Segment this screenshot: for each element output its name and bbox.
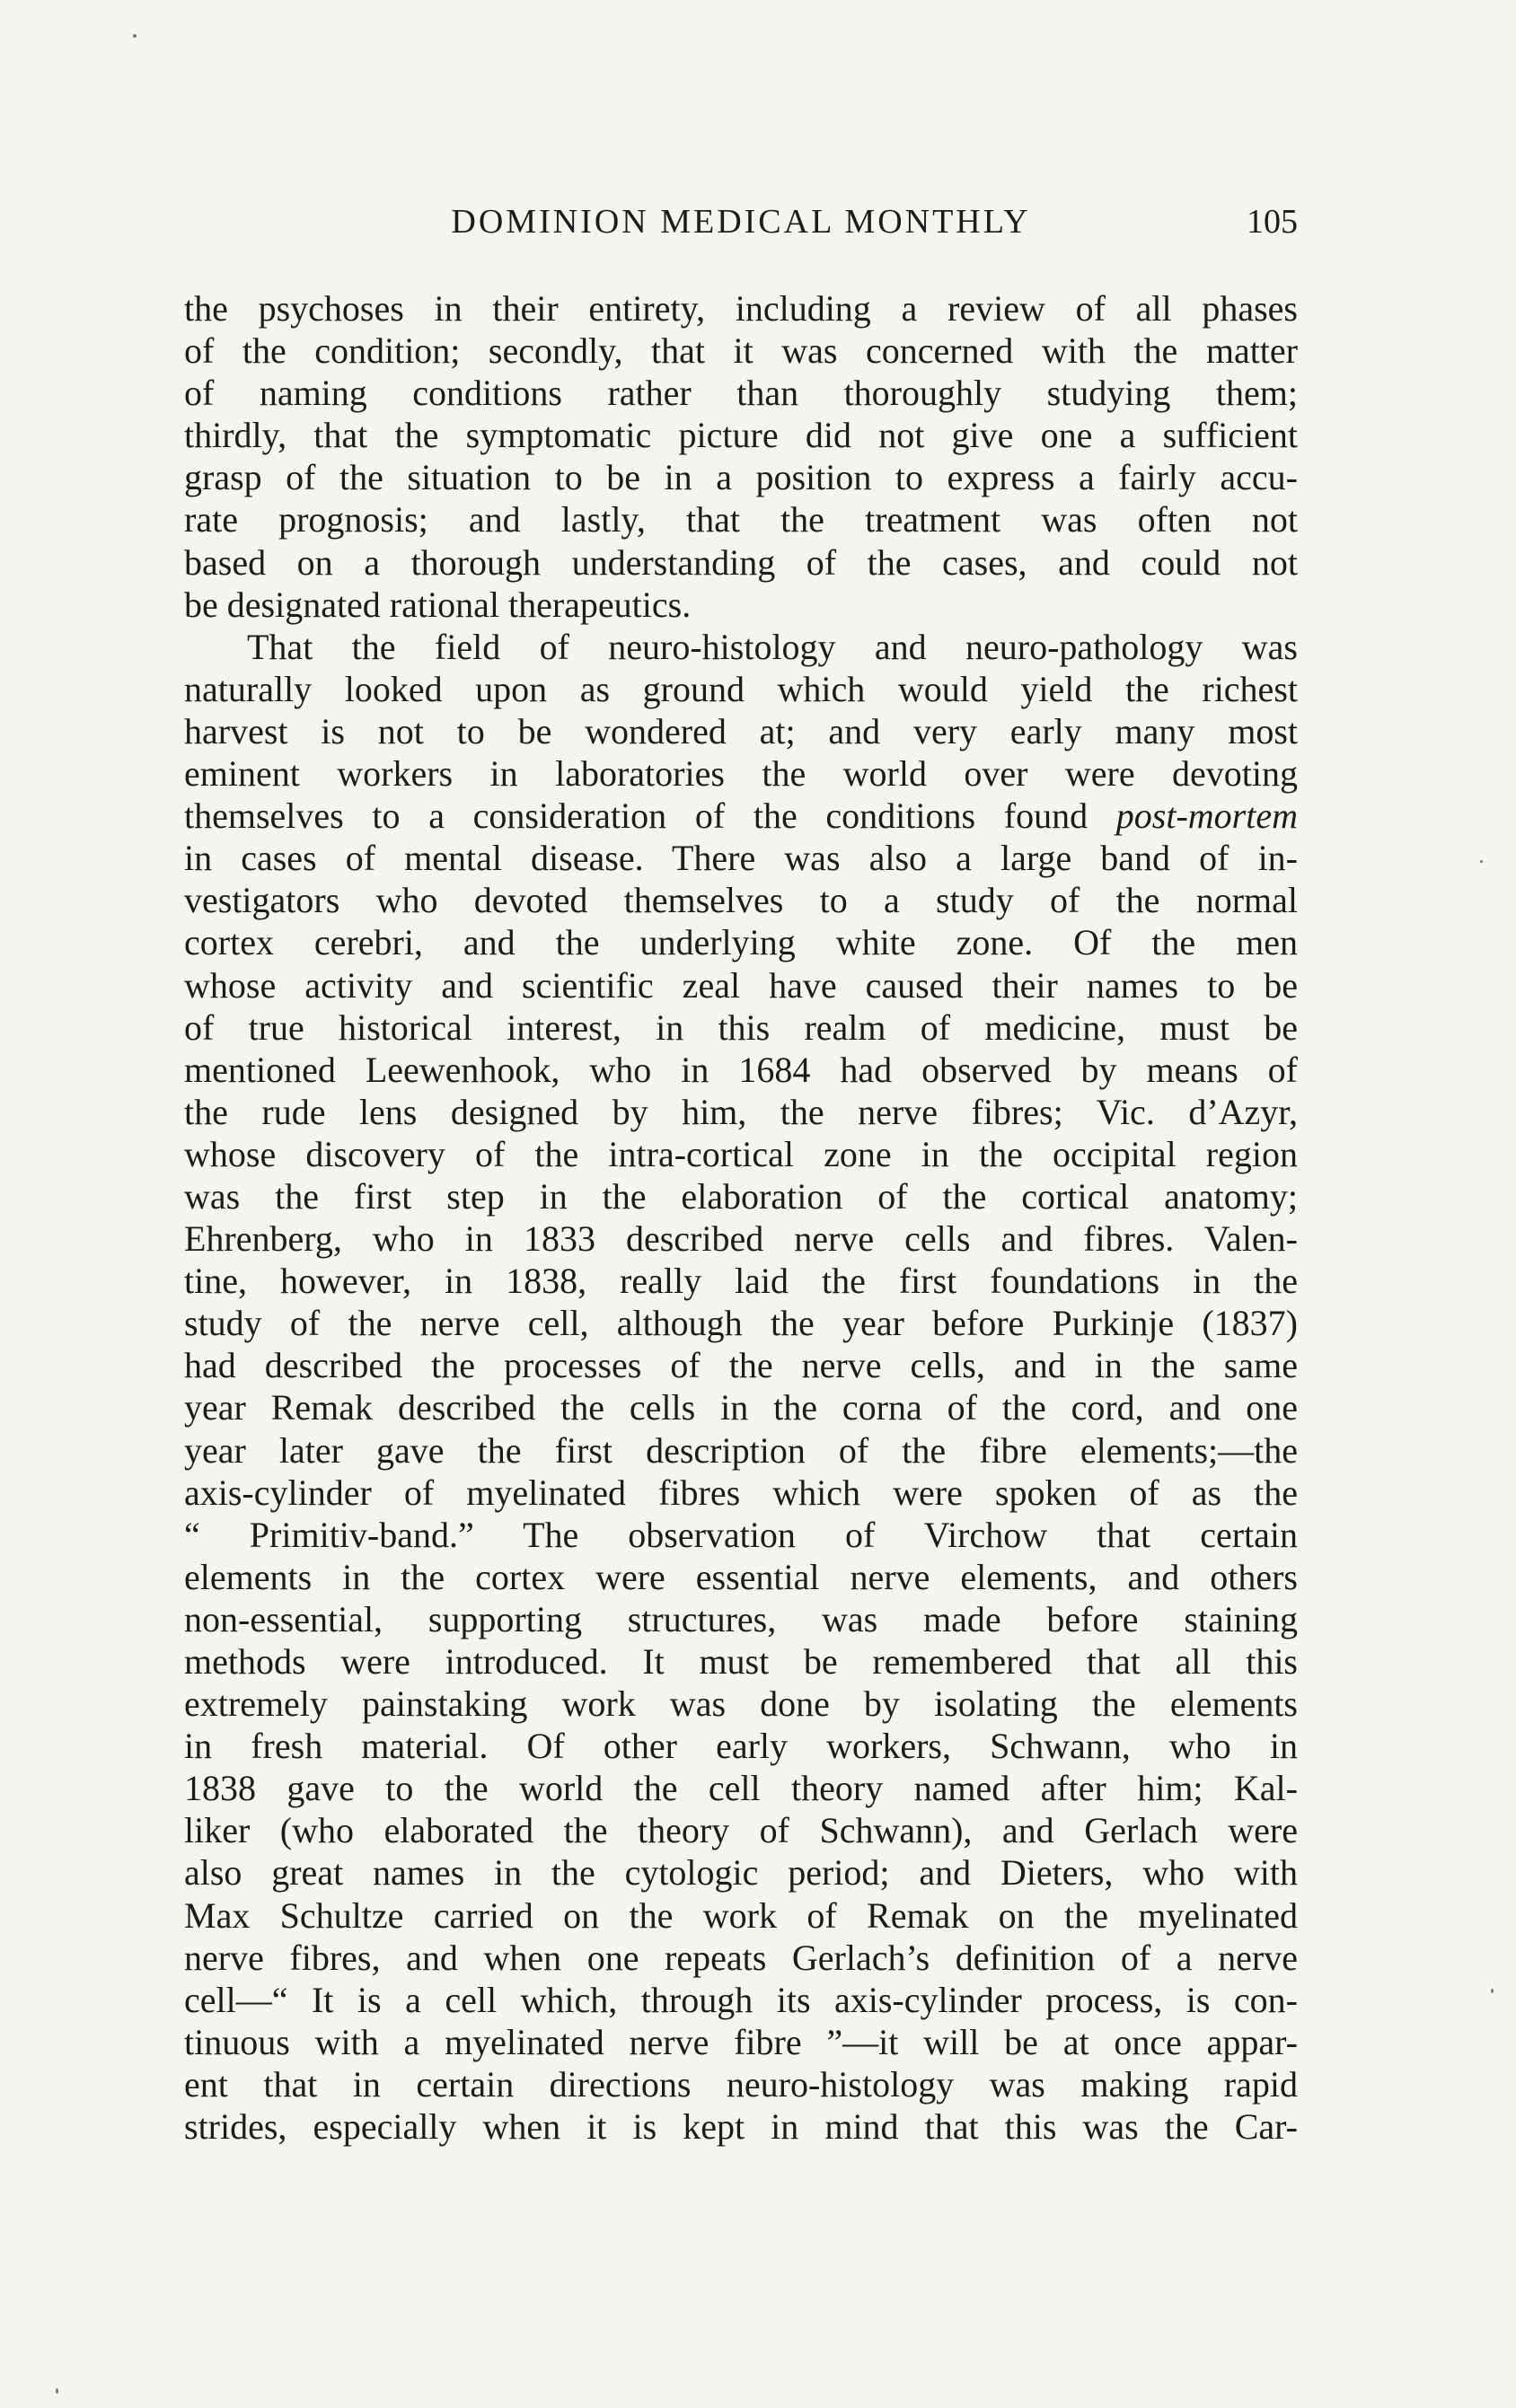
text-line: cell—“ It is a cell which, through its axis-cylinder process, is con- — [184, 1979, 1298, 2020]
text-line: the psychoses in their entirety, including a review of all phases — [184, 288, 1298, 329]
text-line: extremely painstaking work was done by isolating the elements — [184, 1683, 1298, 1725]
text-line: tine, however, in 1838, really laid the first foundations in the — [184, 1261, 1298, 1302]
paper-speck — [133, 34, 137, 38]
text-line: of the condition; secondly, that it was concerned with the matter — [184, 330, 1298, 372]
text-line: be designated rational therapeutics. — [184, 584, 692, 625]
paper-speck — [1480, 860, 1483, 863]
text-line: axis-cylinder of myelinated fibres which were spoken of as the — [184, 1472, 1298, 1513]
text-line: in cases of mental disease. There was also a large band of in- — [184, 838, 1298, 879]
page-number: 105 — [1247, 203, 1298, 241]
text-line: vestigators who devoted themselves to a study of the normal — [184, 880, 1298, 921]
text-line: nerve fibres, and when one repeats Gerlach’s definition of a nerve — [184, 1937, 1298, 1978]
text-line-with-italic — [184, 795, 1298, 837]
body-text — [184, 287, 1298, 2148]
text-line: cortex cerebri, and the underlying white zone. Of the men — [184, 922, 1298, 963]
text-segment: themselves to a consideration of the conditions found — [184, 795, 1089, 837]
text-line: rate prognosis; and lastly, that the treatment was often not — [184, 499, 1298, 540]
text-line: thirdly, that the symptomatic picture did not give one a sufficient — [184, 415, 1298, 456]
text-line: methods were introduced. It must be remembered that all this — [184, 1641, 1298, 1682]
text-line: year Remak described the cells in the corna of the cord, and one — [184, 1387, 1298, 1428]
paper-speck — [56, 2388, 58, 2394]
text-line: liker (who elaborated the theory of Schwann), and Gerlach were — [184, 1810, 1298, 1851]
text-line: grasp of the situation to be in a position to express a fairly accu- — [184, 457, 1298, 498]
text-line: study of the nerve cell, although the year before Purkinje (1837) — [184, 1303, 1298, 1344]
text-line: elements in the cortex were essential nerve elements, and others — [184, 1556, 1298, 1597]
text-line: based on a thorough understanding of the cases, and could not — [184, 541, 1298, 583]
text-line: “ Primitiv-band.” The observation of Virchow that certain — [184, 1514, 1298, 1555]
text-line: mentioned Leewenhook, who in 1684 had observed by means of — [184, 1049, 1298, 1090]
text-line: in fresh material. Of other early workers, Schwann, who in — [184, 1726, 1298, 1767]
text-line: naturally looked upon as ground which would yield the richest — [184, 668, 1298, 709]
text-line: was the first step in the elaboration of the cortical anatomy; — [184, 1175, 1298, 1217]
paper-speck — [1491, 1989, 1494, 1993]
text-line: of naming conditions rather than thoroughly studying them; — [184, 373, 1298, 414]
text-line: ent that in certain directions neuro-histology was making rapid — [184, 2063, 1298, 2105]
text-line: harvest is not to be wondered at; and very early many most — [184, 710, 1298, 751]
text-line: year later gave the first description of the fibre elements;—the — [184, 1429, 1298, 1471]
text-line: Max Schultze carried on the work of Remak on the myelinated — [184, 1894, 1298, 1936]
text-line: had described the processes of the nerve cells, and in the same — [184, 1345, 1298, 1386]
text-line: whose activity and scientific zeal have caused their names to be — [184, 964, 1298, 1006]
text-line: also great names in the cytologic period; and Dieters, who with — [184, 1852, 1298, 1894]
text-line: eminent workers in laboratories the world over were devoting — [184, 753, 1298, 795]
text-line: the rude lens designed by him, the nerve fibres; Vic. d’Azyr, — [184, 1091, 1298, 1132]
text-line: non-essential, supporting structures, was made before staining — [184, 1598, 1298, 1639]
page-header — [184, 202, 1298, 256]
running-head: DOMINION MEDICAL MONTHLY — [451, 203, 1031, 241]
text-line: Ehrenberg, who in 1833 described nerve cells and fibres. Valen- — [184, 1218, 1298, 1260]
italic-term: post-mortem — [1115, 795, 1298, 837]
text-line: tinuous with a myelinated nerve fibre ”—it will be at once appar- — [184, 2021, 1298, 2062]
text-line: strides, especially when it is kept in mind that this was the Car- — [184, 2106, 1298, 2148]
text-line: whose discovery of the intra-cortical zone in the occipital region — [184, 1133, 1298, 1174]
text-line: 1838 gave to the world the cell theory named after him; Kal- — [184, 1768, 1298, 1809]
text-line: of true historical interest, in this realm of medicine, must be — [184, 1006, 1298, 1048]
paragraph-start-line: That the field of neuro-histology and neuro-pathology was — [247, 626, 1298, 667]
